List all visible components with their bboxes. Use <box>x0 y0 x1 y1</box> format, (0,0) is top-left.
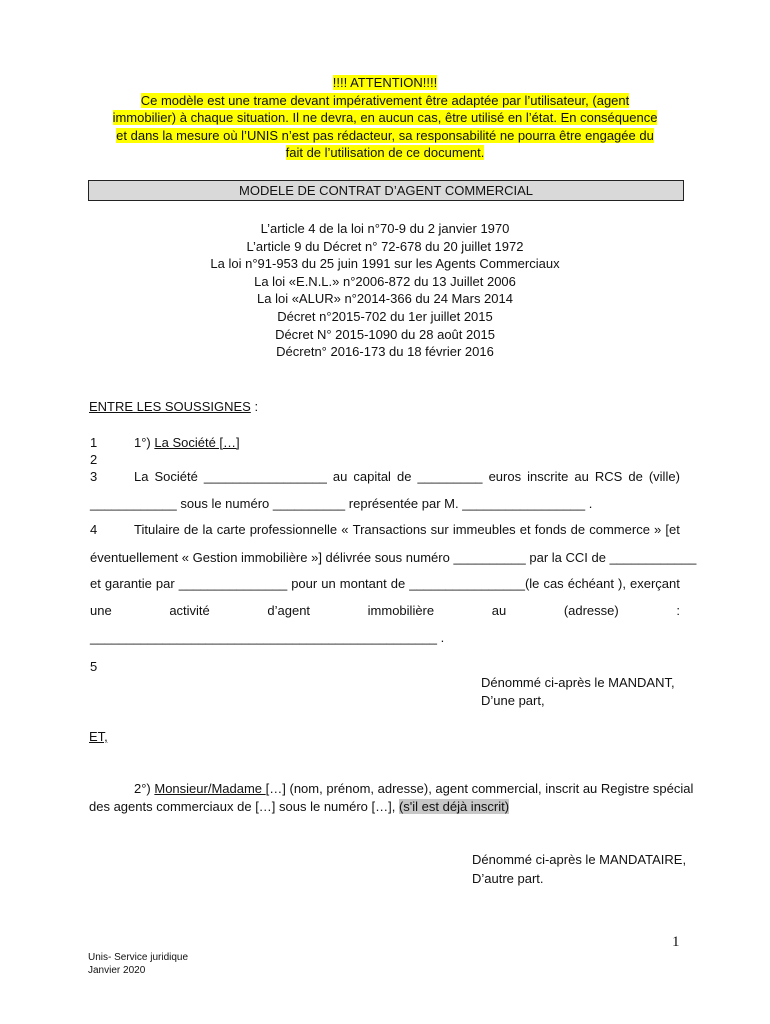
justified-word: au <box>574 469 589 484</box>
party2-label: Monsieur/Madame <box>154 781 266 796</box>
law-reference: Décret N° 2015-1090 du 28 août 2015 <box>275 326 495 342</box>
justified-word: sur <box>430 522 449 537</box>
law-reference: La loi «ALUR» n°2014-366 du 24 Mars 2014 <box>257 291 513 307</box>
mandataire-label: Dénommé ci-après le MANDATAIRE, <box>472 852 687 867</box>
activity-line <box>90 603 680 619</box>
justified-word: au <box>491 603 507 618</box>
justified-word: _________________ <box>203 469 327 484</box>
justified-word: cas <box>543 576 564 591</box>
justified-word: Transactions <box>352 522 427 537</box>
justified-word: La <box>134 469 149 484</box>
justified-word: « <box>341 522 349 537</box>
party2-grey-note: (s'il est déjà inscrit) <box>398 799 510 814</box>
document-title: MODELE DE CONTRAT D’AGENT COMMERCIAL <box>88 180 684 201</box>
justified-word: (ville) <box>648 469 680 484</box>
justified-word: capital <box>353 469 391 484</box>
line-number: 4 <box>90 522 98 537</box>
justified-word: exerçant <box>630 576 680 591</box>
justified-word: la <box>202 522 213 537</box>
justified-word: RCS <box>594 469 623 484</box>
guarantee-line <box>90 576 680 592</box>
justified-word: montant <box>339 576 387 591</box>
footer-line: Janvier 2020 <box>88 965 146 976</box>
law-reference: Décret n°2015-702 du 1er juillet 2015 <box>277 308 493 324</box>
justified-word: Société <box>154 469 198 484</box>
party2-rest: […] (nom, prénom, adresse), agent commercial, inscrit au Registre spécial <box>265 781 694 796</box>
line-number: 5 <box>90 659 98 674</box>
justified-word: au <box>332 469 348 484</box>
justified-word: garantie <box>104 576 152 591</box>
entre-heading <box>89 399 258 415</box>
justified-word: une <box>90 603 112 618</box>
attention-line: fait de l’utilisation de ce document. <box>285 145 485 160</box>
justified-word: fonds <box>534 522 567 537</box>
et-label: ET, <box>89 729 108 744</box>
legal-references <box>80 220 690 361</box>
justified-word: _________ <box>417 469 483 484</box>
justified-word: et <box>519 522 531 537</box>
justified-word: euros <box>488 469 522 484</box>
mandataire-part: D’autre part. <box>472 871 544 886</box>
law-reference: Décretn° 2016-173 du 18 février 2016 <box>276 344 494 360</box>
party1-prefix: 1°) <box>134 435 155 450</box>
mandant-part: D’une part, <box>481 693 545 708</box>
attention-line: et dans la mesure où l’UNIS n’est pas rédacteur, sa responsabilité ne pourra être engagée du <box>116 127 654 143</box>
justified-word: de <box>396 469 412 484</box>
mandant-label: Dénommé ci-après le MANDANT, <box>481 675 675 690</box>
justified-word: échéant <box>567 576 614 591</box>
party2-line <box>89 799 509 815</box>
justified-word: Titulaire <box>134 522 180 537</box>
justified-word: d’agent <box>267 603 311 618</box>
law-reference: La loi n°91-953 du 25 juin 1991 sur les Agents Commerciaux <box>210 256 560 272</box>
attention-line: immobilier) à chaque situation. Il ne devra, en aucun cas, être utilisé en l’état. En conséquence <box>112 110 658 125</box>
license-line: éventuellement « Gestion immobilière »] délivrée sous numéro __________ par la CCI de ____________ <box>90 550 697 565</box>
justified-word: par <box>155 576 175 591</box>
justified-word: de <box>570 522 586 537</box>
attention-heading: !!!! ATTENTION!!!! <box>332 75 438 90</box>
justified-word: (adresse) <box>563 603 619 618</box>
justified-word: de <box>183 522 199 537</box>
entre-label: ENTRE LES SOUSSIGNES <box>89 399 251 414</box>
entre-colon: : <box>250 399 259 414</box>
justified-word: de <box>628 469 643 484</box>
attention-line: Ce modèle est une trame devant impérativement être adaptée par l’utilisateur, (agent <box>140 92 630 108</box>
justified-word: un <box>321 576 336 591</box>
law-reference: L’article 4 de la loi n°70-9 du 2 janvier 1970 <box>260 221 510 236</box>
justified-word: » <box>654 522 662 537</box>
justified-word: ), <box>618 576 626 591</box>
address-line: ________________________________________________ . <box>90 630 445 645</box>
footer-line: Unis- Service juridique <box>88 952 189 963</box>
party2-prefix: 2°) <box>134 781 155 796</box>
justified-word: pour <box>291 576 318 591</box>
justified-word: immeubles <box>452 522 516 537</box>
line-number: 1 <box>90 435 98 450</box>
justified-word: : <box>676 603 680 618</box>
law-reference: La loi «E.N.L.» n°2006-872 du 13 Juillet 2006 <box>254 273 516 289</box>
license-line <box>134 522 680 538</box>
justified-word: de <box>390 576 406 591</box>
page-number: 1 <box>672 934 680 950</box>
company-details-line <box>134 469 680 485</box>
justified-word: ________________(le <box>409 576 540 591</box>
party2-text: des agents commerciaux de […] sous le numéro […], <box>89 799 399 814</box>
justified-word: [et <box>665 522 680 537</box>
line-number: 3 <box>90 469 98 484</box>
party1-label: La Société […] <box>154 435 240 450</box>
justified-word: et <box>90 576 101 591</box>
justified-word: carte <box>216 522 246 537</box>
justified-word: _______________ <box>178 576 288 591</box>
justified-word: activité <box>169 603 210 618</box>
company-details-line: ____________ sous le numéro __________ représentée par M. _________________ . <box>90 496 593 511</box>
justified-word: inscrite <box>527 469 569 484</box>
party1-heading <box>134 435 240 451</box>
party2-line <box>134 781 694 797</box>
justified-word: professionnelle <box>249 522 338 537</box>
line-number: 2 <box>90 452 98 467</box>
justified-word: commerce <box>589 522 650 537</box>
attention-notice <box>80 74 690 162</box>
justified-word: immobilière <box>367 603 435 618</box>
law-reference: L’article 9 du Décret n° 72-678 du 20 juillet 1972 <box>246 238 524 254</box>
